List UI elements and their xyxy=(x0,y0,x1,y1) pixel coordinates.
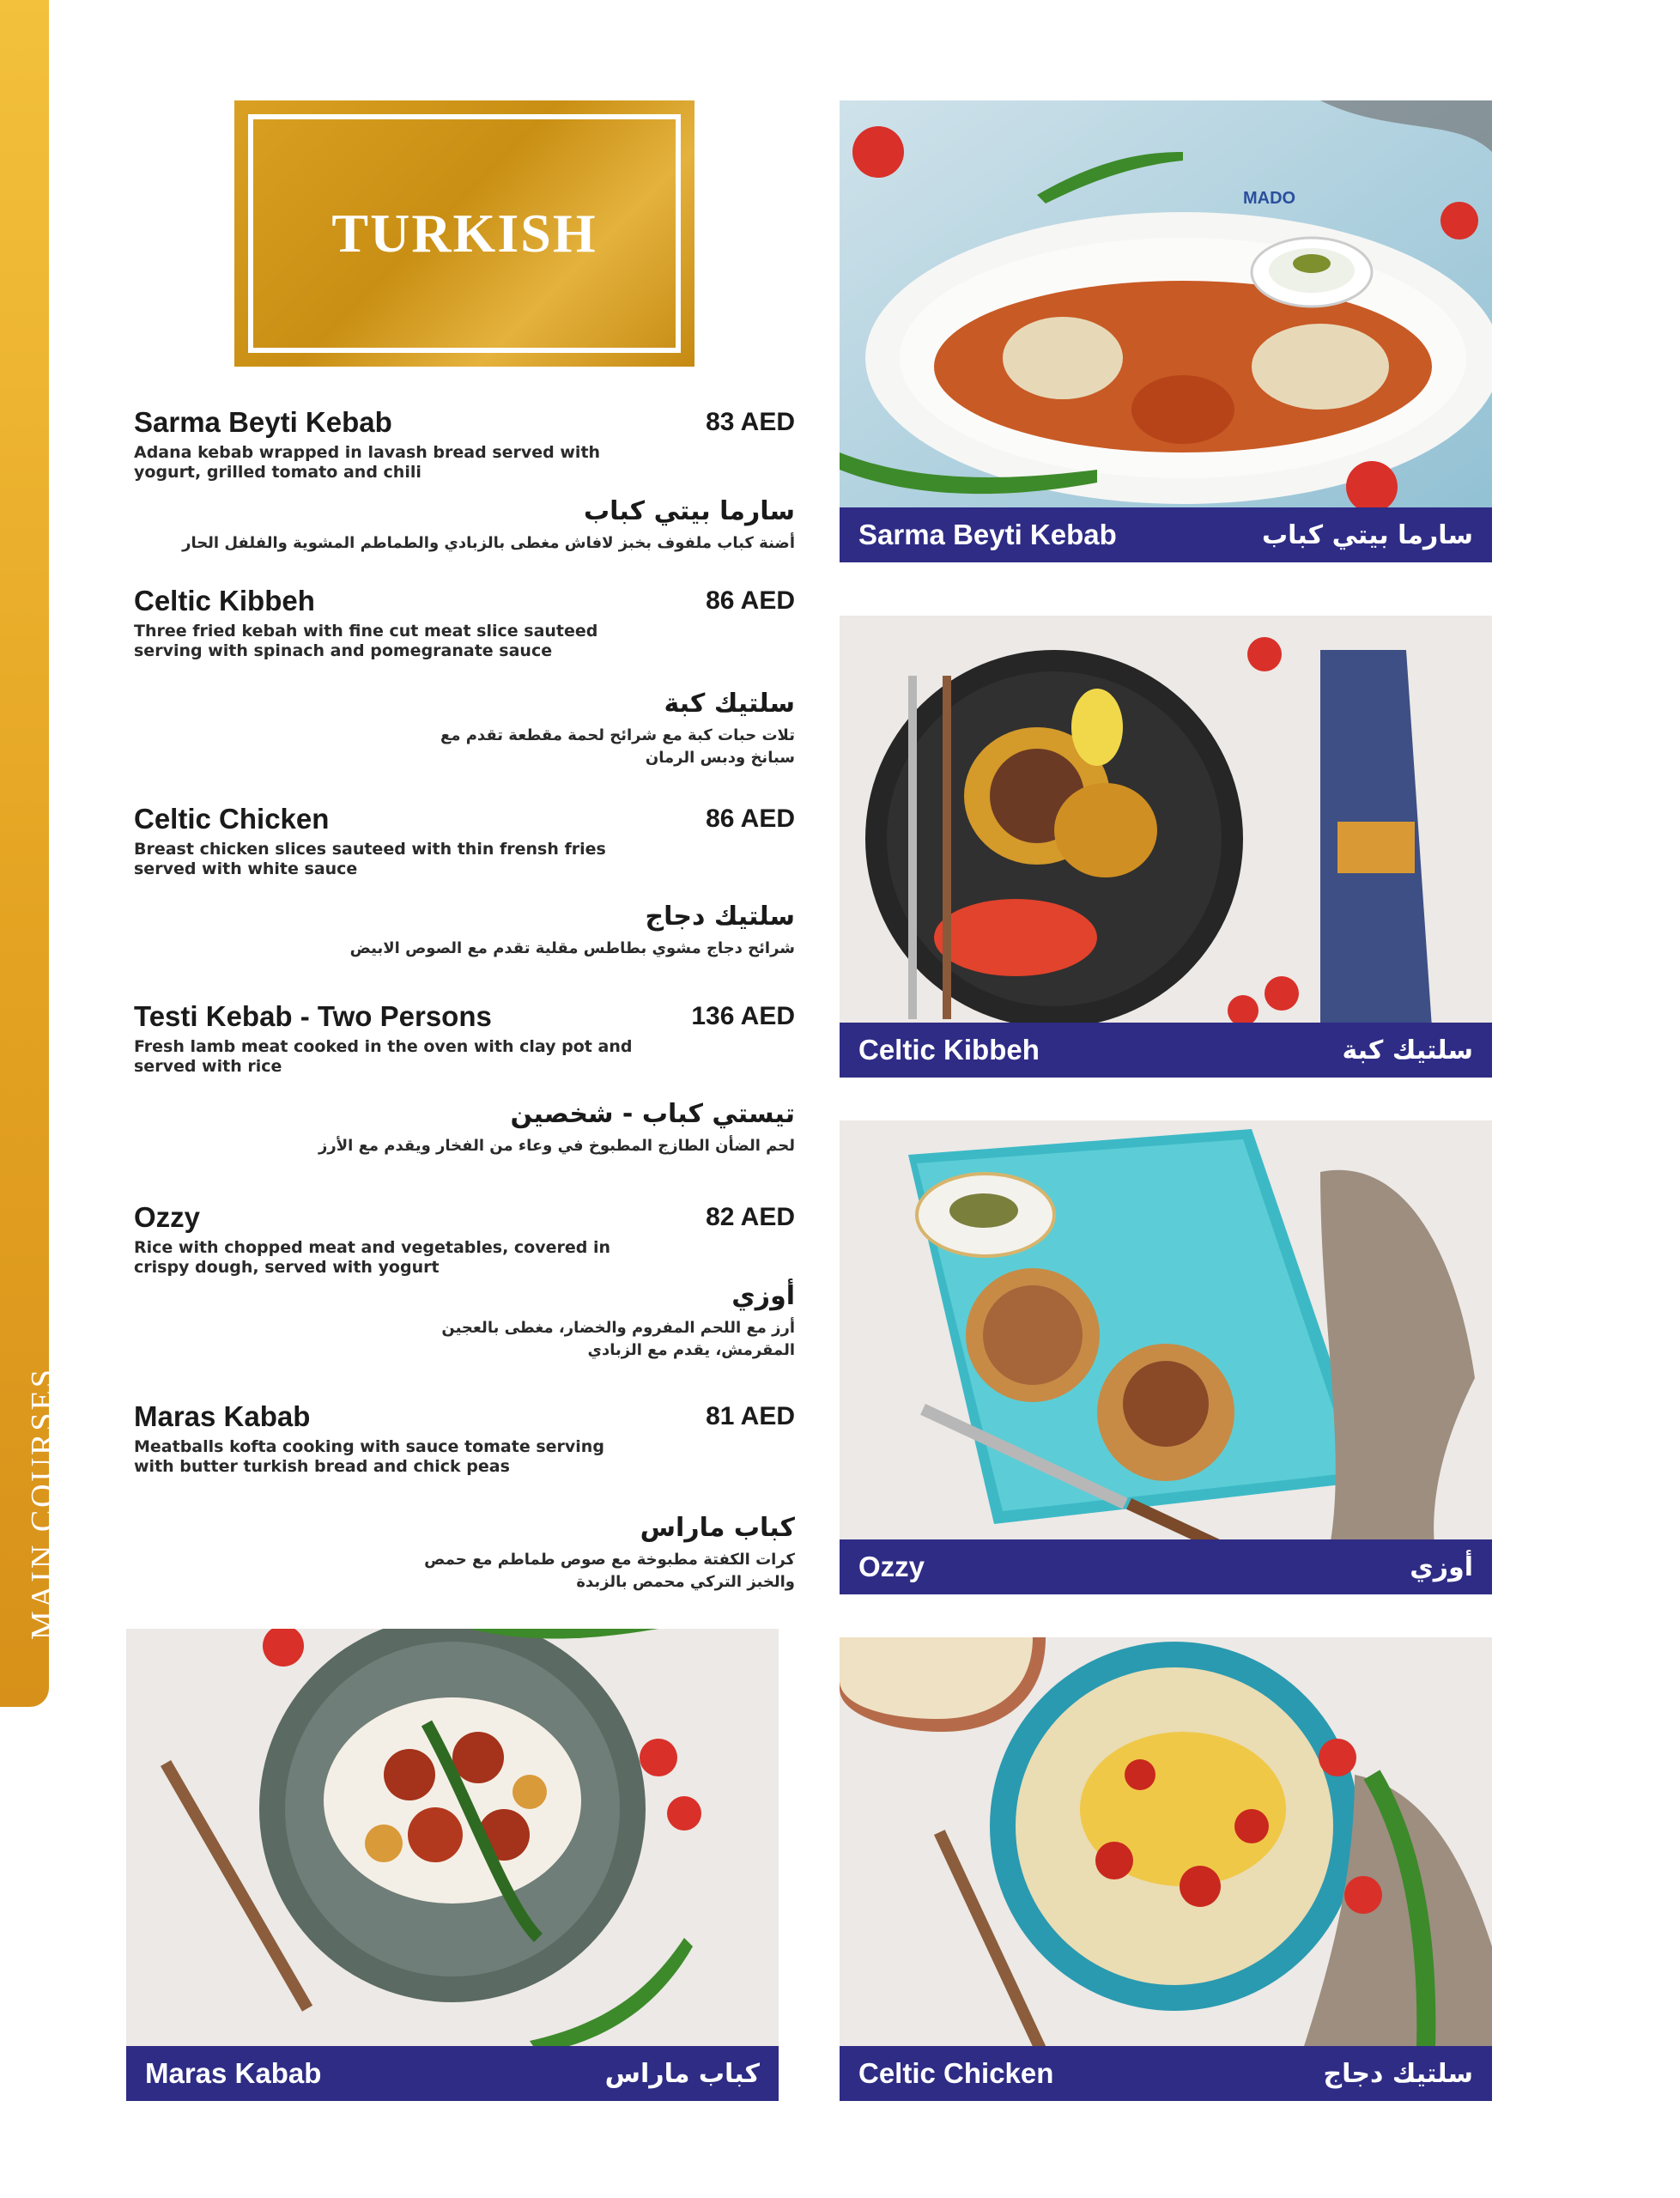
menu-item xyxy=(134,1200,795,1362)
item-name: Celtic Chicken xyxy=(134,803,330,835)
item-name-arabic: سلتيك كبة xyxy=(664,689,795,719)
dish-label-bar xyxy=(840,1539,1492,1594)
item-name-arabic: كباب ماراس xyxy=(640,1513,795,1543)
menu-item xyxy=(134,1400,795,1594)
item-price: 86 AED xyxy=(706,586,795,615)
item-description-arabic: كرات الكفتة مطبوخة مع صوص طماطم مع حمص والخبز التركي محمص بالزبدة xyxy=(424,1551,795,1591)
dish-photo-art xyxy=(126,1629,779,2101)
plate-brand: MADO xyxy=(1243,189,1296,208)
item-description: Fresh lamb meat cooked in the oven with clay pot and served with rice xyxy=(134,1037,633,1076)
item-name: Sarma Beyti Kebab xyxy=(134,406,392,438)
dish-photo-art xyxy=(840,616,1492,1078)
item-description: Breast chicken slices sauteed with thin frensh fries served with white sauce xyxy=(134,840,606,878)
item-name-arabic: سارما بيتي كباب xyxy=(584,496,795,526)
item-price: 82 AED xyxy=(706,1203,795,1231)
item-description: Meatballs kofta cooking with sauce tomate serving with butter turkish bread and chick peas xyxy=(134,1437,604,1476)
item-name: Maras Kabab xyxy=(134,1400,311,1432)
dish-label-bar xyxy=(840,2046,1492,2101)
dish-label-english: Celtic Kibbeh xyxy=(858,1034,1040,1066)
dish-label-bar xyxy=(840,1023,1492,1078)
item-description: Three fried kebah with fine cut meat slice sauteed serving with spinach and pomegranate sauce xyxy=(134,622,598,660)
dish-label-arabic: سلتيك كبة xyxy=(1342,1035,1473,1066)
menu-item xyxy=(134,584,795,769)
item-price: 81 AED xyxy=(706,1402,795,1430)
dish-label-english: Sarma Beyti Kebab xyxy=(858,519,1117,550)
item-price: 86 AED xyxy=(706,805,795,833)
dish-photo-sarma-beyti xyxy=(840,100,1492,562)
item-description: Rice with chopped meat and vegetables, covered in crispy dough, served with yogurt xyxy=(134,1238,611,1277)
item-price: 83 AED xyxy=(706,408,795,436)
section-title-box xyxy=(234,100,694,367)
dish-label-english: Maras Kabab xyxy=(145,2057,322,2089)
item-description-arabic: شرائح دجاج مشوي بطاطس مقلية تقدم مع الصوص الابيض xyxy=(349,939,795,957)
dish-photo-art xyxy=(840,1120,1492,1594)
dish-label-arabic: كباب ماراس xyxy=(604,2058,760,2089)
item-name: Testi Kebab - Two Persons xyxy=(134,1000,492,1032)
dish-photo-celtic-chicken xyxy=(840,1637,1492,2101)
dish-label-bar xyxy=(126,2046,779,2101)
dish-label-arabic: أوزي xyxy=(1410,1551,1473,1582)
dish-photo-art xyxy=(840,1637,1492,2101)
item-price: 136 AED xyxy=(691,1002,795,1030)
item-description: Adana kebab wrapped in lavash bread served with yogurt, grilled tomato and chili xyxy=(134,443,601,482)
item-description-arabic: أضنة كباب ملفوف بخبز لافاش مغطى بالزبادي والطماطم المشوية والفلفل الحار xyxy=(182,534,795,552)
section-side-label: MAIN COURSES xyxy=(25,1367,61,1640)
menu-item xyxy=(134,999,795,1157)
section-title: TURKISH xyxy=(331,203,597,264)
dish-photo-art xyxy=(840,100,1492,562)
dish-label-english: Celtic Chicken xyxy=(858,2057,1054,2089)
item-name-arabic: سلتيك دجاج xyxy=(645,902,795,932)
dish-photo-maras-kabab xyxy=(126,1629,779,2101)
item-description-arabic: لحم الضأن الطازج المطبوخ في وعاء من الفخار ويقدم مع الأرز xyxy=(318,1137,795,1155)
dish-label-bar xyxy=(840,507,1492,562)
dish-label-arabic: سارما بيتي كباب xyxy=(1262,519,1473,550)
title-frame xyxy=(248,114,681,353)
item-name: Celtic Kibbeh xyxy=(134,585,315,616)
item-name-arabic: تيستي كباب - شخصين xyxy=(510,1099,795,1129)
menu-item xyxy=(134,802,795,960)
menu-item xyxy=(134,405,795,555)
item-name-arabic: أوزي xyxy=(731,1281,795,1311)
item-name: Ozzy xyxy=(134,1201,201,1233)
dish-label-arabic: سلتيك دجاج xyxy=(1323,2058,1473,2089)
item-description-arabic: تلات حبات كبة مع شرائح لحمة مقطعة تقدم مع سبانخ ودبس الرمان xyxy=(440,726,795,767)
dish-label-english: Ozzy xyxy=(858,1551,925,1582)
item-description-arabic: أرز مع اللحم المفروم والخضار، مغطى بالعجين المقرمش، يقدم مع الزبادي xyxy=(441,1319,795,1359)
dish-photo-ozzy xyxy=(840,1120,1492,1594)
dish-photo-celtic-kibbeh xyxy=(840,616,1492,1078)
